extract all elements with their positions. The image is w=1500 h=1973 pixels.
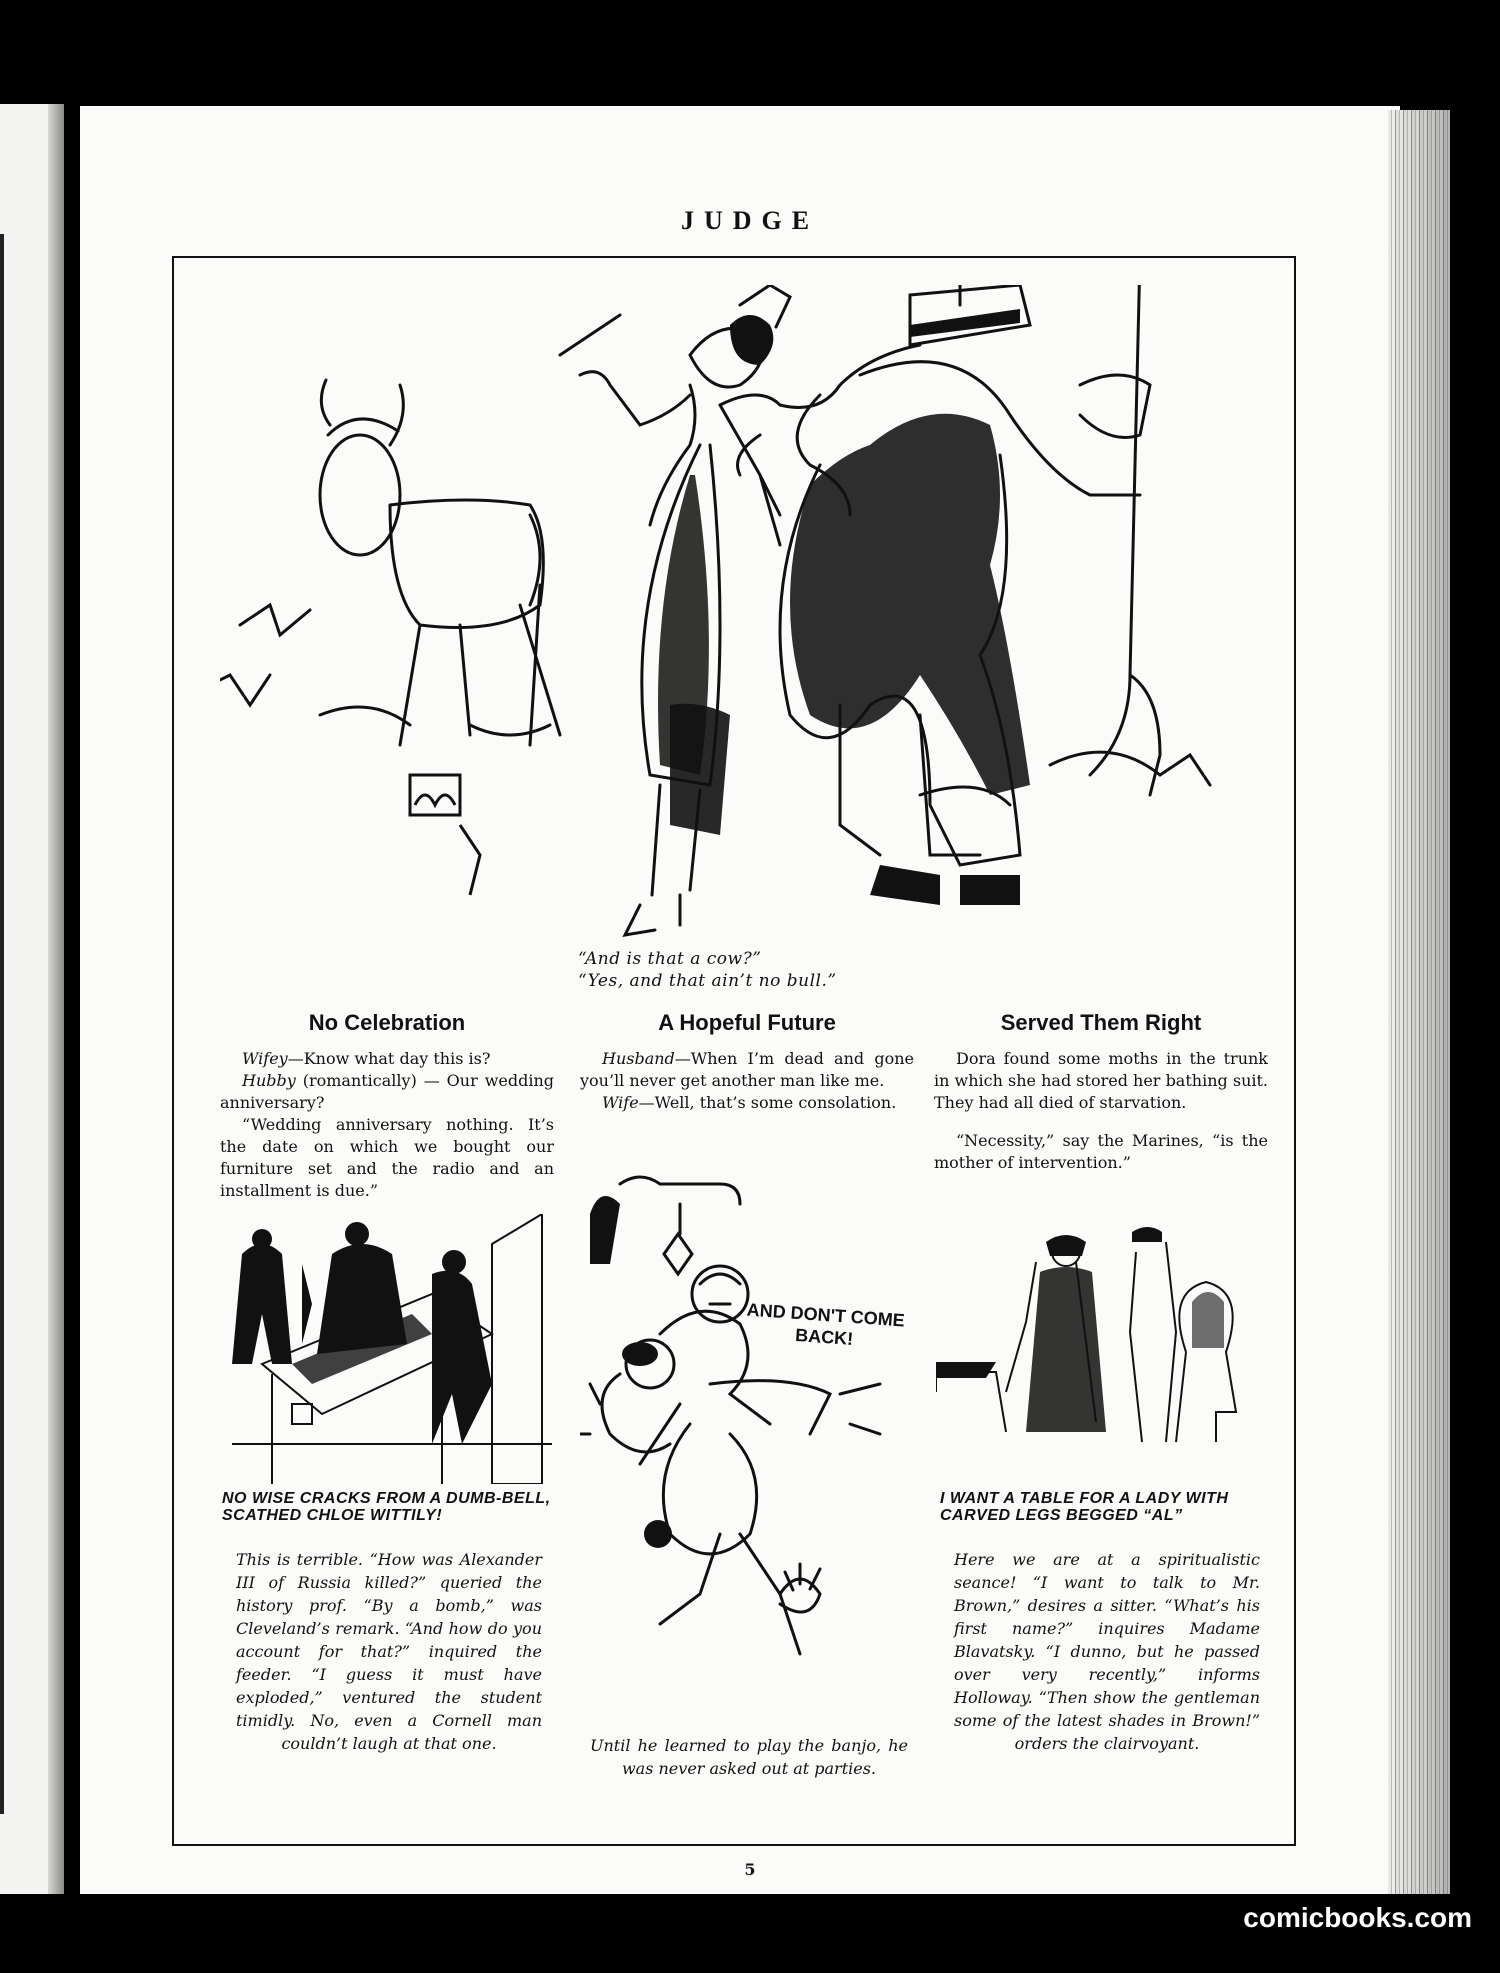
masthead: JUDGE — [680, 206, 820, 235]
caption-line: “Yes, and that ain’t no bull.” — [578, 971, 837, 991]
banjo-cartoon-illustration — [580, 1174, 920, 1674]
joke-body — [220, 1048, 554, 1202]
joke-body — [934, 1048, 1268, 1174]
page-number: 5 — [744, 1860, 756, 1879]
chair-cartoon-story: Here we are at a spiritualistic seance! “I want to talk to Mr. Brown,” desires a sitter. “What’s his first name?” inquires Madame Blavatsky. “I dunno, but he passed over very recently,” informs Holloway. “Then show the gentleman some of the latest shades in Brown!” orders the clairvoyant. — [954, 1550, 1260, 1753]
joke-heading: No Celebration — [308, 1010, 466, 1035]
chair-cartoon-illustration — [936, 1222, 1270, 1478]
dialogue-line: Wife—Well, that’s some consolation. — [602, 1093, 897, 1112]
dialogue-line: Wifey—Know what day this is? — [242, 1049, 491, 1068]
store-cartoon-illustration — [232, 1214, 552, 1484]
page-stack-edges — [1388, 110, 1450, 1894]
joke-body — [580, 1048, 914, 1114]
chair-cartoon-caption: I WANT A TABLE FOR A LADY WITH CARVED LEGS BEGGED “AL” — [940, 1490, 1229, 1524]
joke-paragraph: Dora found some moths in the trunk in which she had stored her bathing suit. They had all died of starvation. — [934, 1049, 1268, 1112]
left-page-print-edge — [0, 234, 4, 1814]
column-served-them-right — [934, 1010, 1268, 1174]
banjo-cartoon-story: Until he learned to play the banjo, he was never asked out at parties. — [590, 1736, 908, 1778]
top-cartoon-illustration — [220, 285, 1280, 1005]
artist-signature — [410, 775, 480, 895]
dialogue-line: Husband—When I’m dead and gone you’ll never get another man like me. — [580, 1049, 914, 1090]
joke-heading: A Hopeful Future — [658, 1010, 836, 1035]
cow-figure — [220, 380, 560, 745]
column-hopeful-future — [580, 1010, 914, 1114]
watermark: comicbooks.com — [1243, 1902, 1472, 1933]
store-cartoon-caption: NO WISE CRACKS FROM A DUMB-BELL, SCATHED CHLOE WITTILY! — [222, 1490, 551, 1524]
speech-bubble: AND DON'T COME BACK! — [746, 1299, 906, 1349]
joke-heading: Served Them Right — [1000, 1010, 1202, 1035]
ground-scribbles — [920, 752, 1210, 805]
top-cartoon-caption — [578, 948, 978, 992]
column-no-celebration — [220, 1010, 554, 1202]
store-cartoon-story: This is terrible. “How was Alexander III of Russia killed?” queried the history prof. “By a bomb,” was Cleveland’s remark. “And how do you account for that?” inquired the feeder. “I guess it must have exploded,” ventured the student timidly. No, even a Cornell man couldn’t laugh at that one. — [236, 1550, 542, 1753]
book-gutter — [48, 104, 64, 1894]
dialogue-line: Hubby (romantically) — Our wedding anniversary? — [220, 1071, 554, 1112]
left-page-edge — [0, 104, 64, 1894]
caption-line: “And is that a cow?” — [578, 949, 762, 969]
dialogue-line: “Wedding anniversary nothing. It’s the date on which we bought our furniture set and the radio and an installment is due.” — [220, 1115, 554, 1200]
joke-paragraph: “Necessity,” say the Marines, “is the mother of intervention.” — [934, 1131, 1268, 1172]
